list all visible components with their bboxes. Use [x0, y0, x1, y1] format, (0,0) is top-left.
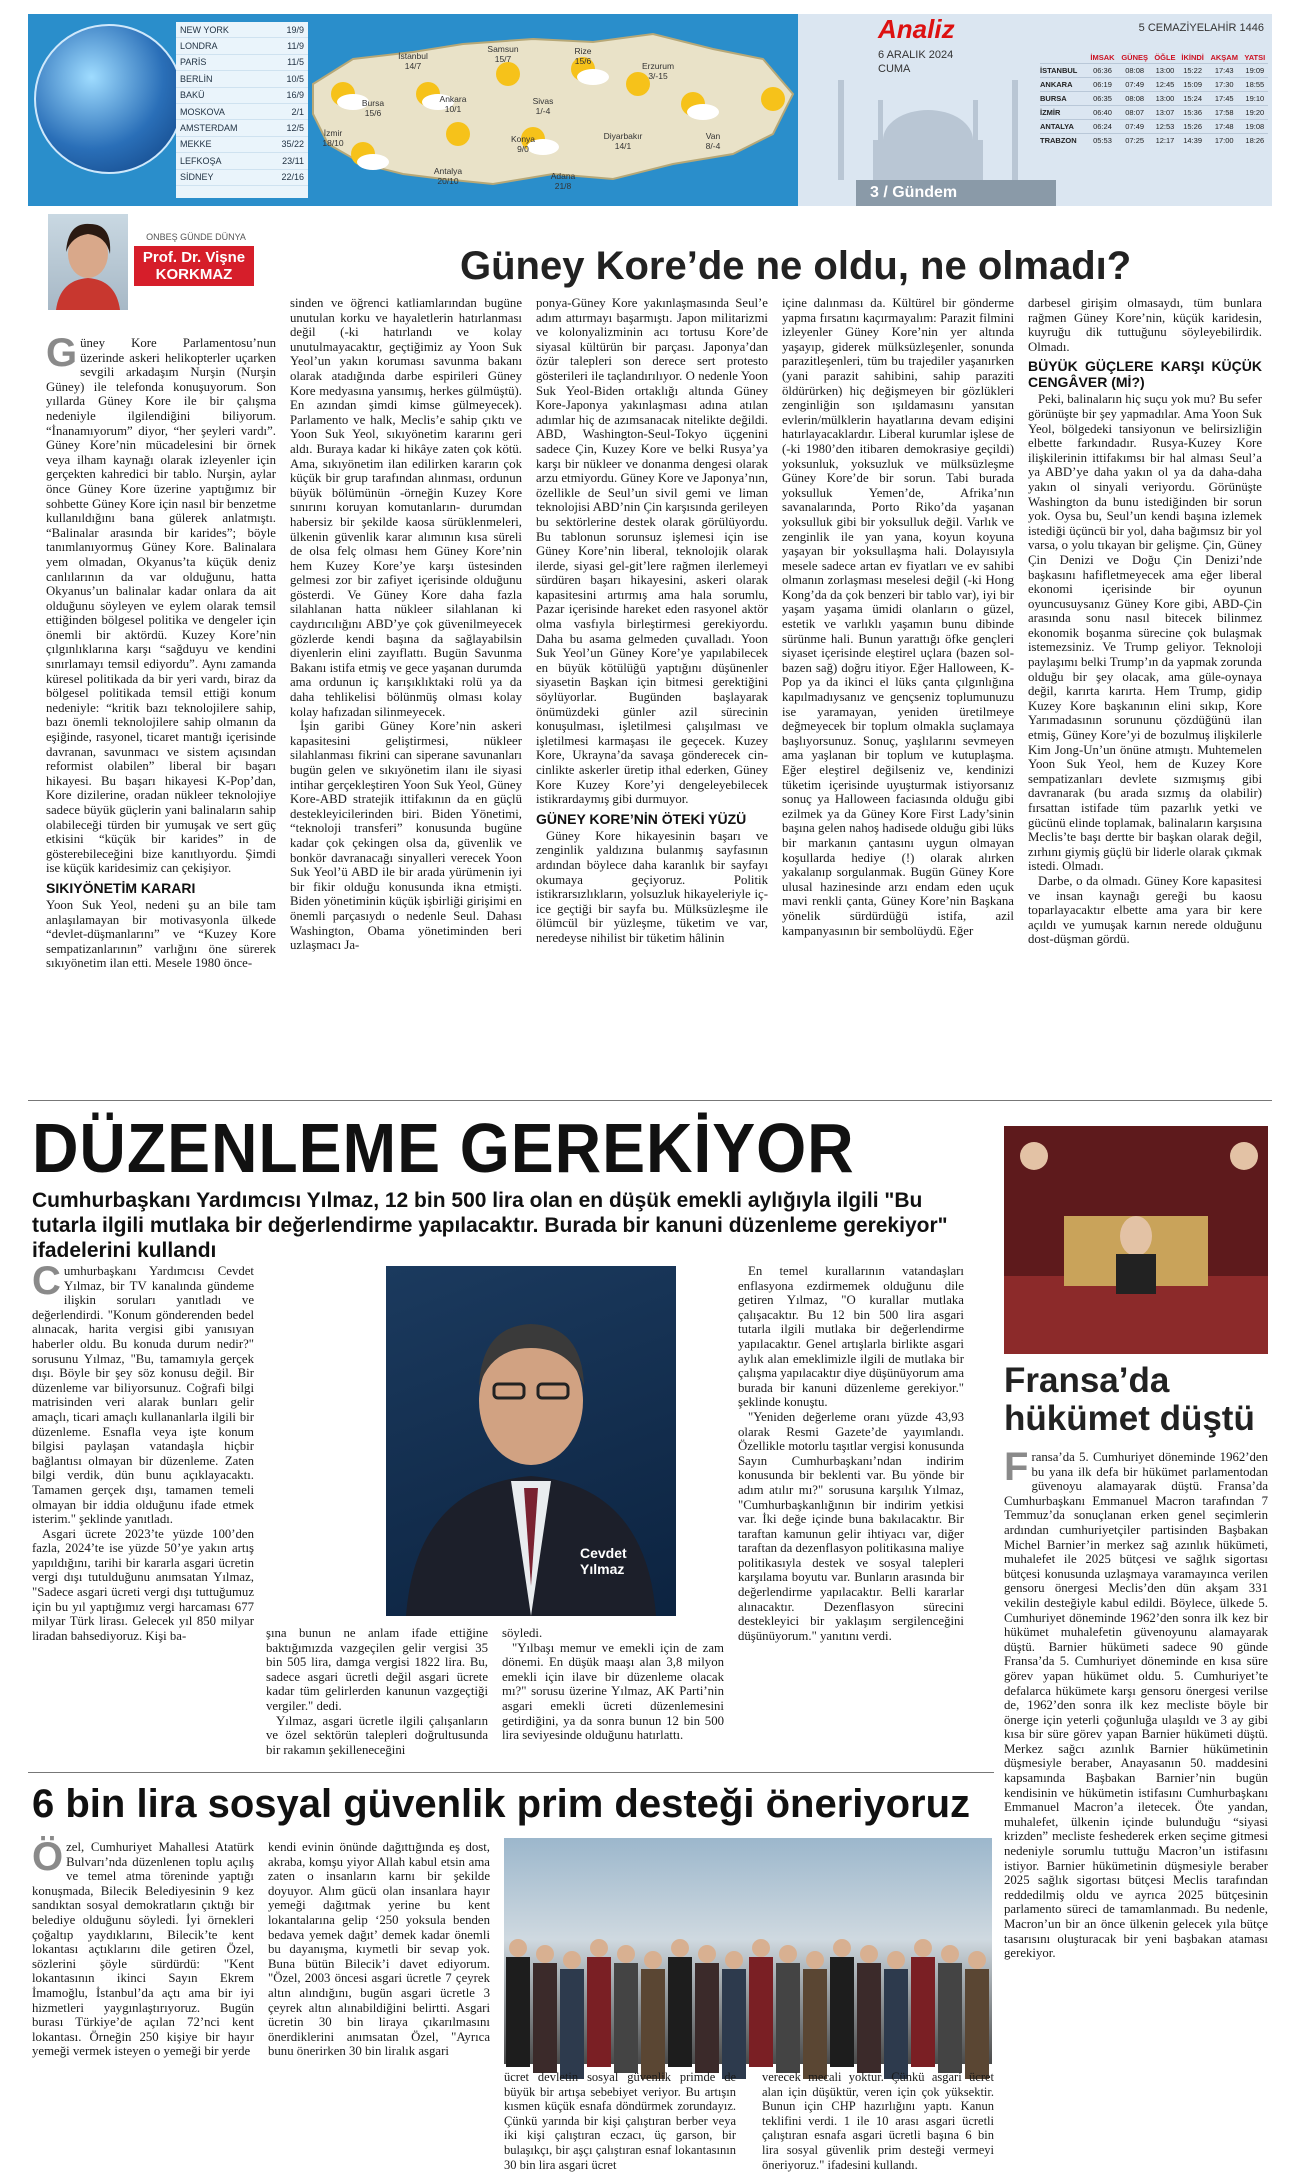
column-kicker: ONBEŞ GÜNDE DÜNYA	[146, 232, 246, 242]
author-photo	[48, 214, 128, 310]
column-text-2	[290, 296, 522, 1096]
caption-text: Cevdet Yılmaz	[580, 1545, 627, 1577]
paragraph: Asgari ücrete 2023’te yüzde 100’den fazla, 2024’te ise yüzde 50’ye yakın artış yapıldığını, tarihi bir kararla asgari ücretin vergi dışı tutulduğunu anımsatan Yılmaz, "Sadece asgari ücreti vergi dışı tuttuğumuz için bu yıl yaptığımız vergi harcaması 677 milyar Türk lirası. Gelecek yıl 850 milyar liradan bahsediyoruz. Kişi ba-	[32, 1526, 254, 1643]
social-text-2	[268, 1840, 490, 2100]
person-head	[779, 1945, 797, 1963]
person-body	[938, 1963, 962, 2073]
person-head	[914, 1939, 932, 1957]
cloud-icon	[357, 154, 389, 170]
column-text-5	[1028, 296, 1262, 1096]
prayer-row: ANKARA 06:19 07:49 12:45 15:09 17:30 18:55	[1040, 78, 1268, 92]
person-head	[968, 1951, 986, 1969]
city-weather-row: BERLİN 10/5	[176, 71, 308, 87]
person-body	[533, 1963, 557, 2073]
city-weather-row: NEW YORK 19/9	[176, 22, 308, 38]
person-head	[671, 1939, 689, 1957]
city-temp-label: Sivas 1/-4	[532, 96, 554, 116]
city-temp-label: Rize 15/6	[574, 46, 592, 66]
paragraph: zel, Cumhuriyet Mahallesi Atatürk Bulvarı’nda düzenlenen toplu açılış ve temel atma töreninde yaptığı konuşmada, Bilecik Belediyesinin 9 kez sandıktan sosyal demokratların çıktığı bir belediye olduğunu söyledi. İyi örnekleri çoğaltıp yaydıklarını, Bilecik’te kent lokantası açtıklarını dile getiren Özel, sözlerini şöyle sürdürdü: "Kent lokantasının ikinci Sayın Ekrem İmamoğlu, İstanbul’da açtı ama bir iyi hizmetleri yaygınlaştırıyoruz. Bugün burası Türkiye’de açılan 72’nci kent lokantası. Örneğin 250 kişiye bir hayır yemeği vermek isteyen o yemeği bir yerde	[32, 1840, 254, 2059]
prayer-header: İKİNDİ	[1181, 53, 1204, 62]
issue-date	[878, 48, 953, 76]
hijri-date: 5 CEMAZİYELAHİR 1446	[1138, 22, 1264, 34]
person-body	[830, 1957, 854, 2067]
city-temp-label: Adana 21/8	[550, 171, 576, 191]
city-temp-label: Ankara 10/1	[439, 94, 467, 114]
paragraph: "Yeniden değerleme oranı yüzde 43,93 olarak Resmi Gazete’de yayımlandı. Özellikle motorlu taşıtlar vergisi konusunda Sayın Cumhurbaşkanı’ndan indirim konusunda bir beklenti var. Bu yönde bir adım atılır mı?" sorusuna karşılık Yılmaz, "Cumhurbaşkanlığının bir indirim yetkisi var. İki değe içinde buna bakılacaktır. Bir taraftan kamunun gelir ihtiyacı var, diğer taraftan da dezenflasyon politikasına maliye politikasıyla destek ve sosyal talepleri karşılama boyutu var. Bunların arasında bir değerlendirme yapılacaktır. Belli kararlar alınacaktır. Dezenflasyon sürecini destekleyici bir yaklaşım sergilenceğini düşünüyorum." yanıtını verdi.	[738, 1409, 964, 1643]
cloud-icon	[687, 104, 719, 120]
city-weather-row: LEFKOŞA 23/11	[176, 153, 308, 169]
person-body	[668, 1957, 692, 2067]
city-temp-label: İzmir 18/10	[322, 128, 344, 148]
section-divider	[28, 1100, 1272, 1101]
paragraph: sinden ve öğrenci katliamlarından bugüne unutulan korku ve hayaletlerin hatırlanması değil (-ki hatırlandı ve kolay unutulmayacaktır, geçtiğimiz ay Yoon Suk Yeol’un yakın koruması savunma bakanı olarak atadığında darbe espirileri Güney Kore medyasına yansımış, herkes gülmüştü). En azından şimdi kimse gülmeyecek). Parlamento ve halk, Meclis’e sahip çıktı ve Yoon Suk Yeol, sıkıyönetim kararını geri aldı. Buraya kadar ki hikâye zaten çok kötü. Ama, sıkıyönetim ilan edilirken kararın çok küçük bir grup tarafından alınması, ordunun büyük bölümünün -örneğin Kuzey Kore sınırını koruyan komutanların- durumdan habersiz bir şekilde kaosa sürüklenmeleri, ülkenin güvenlik karar alımının kısa süreli de olsa felç olması hem Güney Kore’nin hem Kuzey Kore’ye karşı üstesinden gelmesi zor bir zafiyet içerisinde olduğunu gösterdi. Ve Güney Kore daha fazla silahlanan hatta nükleer silahlanan ki caydırıcılığını ABD’ye çok güvenilmeyecek gözlerde kendi başına da sağlayabilsin diyenlerin elini zayıflattı. Bugün Savunma Bakanı istifa etmiş ve gece yaşanan durumda ama ordunun iç karışıklıktaki rolü ya da daha tehlikelisi bölünmüş olması kolay kolay hafızadan silinmeyecek.	[290, 296, 522, 719]
prayer-header: GÜNEŞ	[1121, 53, 1148, 62]
drop-cap: C	[32, 1259, 61, 1303]
city-weather-row: AMSTERDAM 12/5	[176, 120, 308, 136]
subheading: BÜYÜK GÜÇLERE KARŞI KÜÇÜK CENGÂVER (Mİ?)	[1028, 358, 1262, 391]
lead-headline: DÜZENLEME GEREKİYOR	[32, 1109, 855, 1187]
social-text-4	[762, 2070, 994, 2172]
person-body	[911, 1957, 935, 2067]
person-head	[536, 1945, 554, 1963]
person-body	[965, 1969, 989, 2079]
paragraph: ransa’da 5. Cumhuriyet döneminde 1962’den bu yana ilk defa bir hükümet parlamentodan güvenoyu alamayarak düştü. Fransa’da Cumhurbaşkanı Emmanuel Macron tarafından 7 Temmuz’da sonuçlanan erken genel seçimlerin ardından cumhuriyetçiler partisinden Başbakan Michel Barnier’in merkez sağ azınlık hükümeti, muhalefet ile 2025 bütçesi ve sağlık sigortası bütçesi konusunda uzlaşmaya varamayınca verilen gensoru önergesi Meclis’den dün akşam 331 vekilin desteğiyle kabul edildi. Böylece, ülkede 5. Cumhuriyet döneminde 1962’den sonra ilk kez bir hükümet muhalefetin güvenoyunu alamayarak düştü. Barnier hükümeti sadece 90 günde Fransa’da 5. Cumhuriyet döneminde en kısa süre görev yapan hükümet oldu. 5. Cumhuriyet’te defalarca hükümete karşı gensoru önergesi verilse de, 1962’den sonra ilk kez mecliste böyle bir önerge için yeterli çoğunluğa ulaşıldı ve 3 ay gibi kısa bir süre görev yapan Barnier hükümeti düştü. Merkez sağcı azınlık Barnier hükümetinin düşmesiyle beraber, Anayasanın 50. maddesini kapsamında Başbakan Barnier’nin bugün kendisinin ve hükümetin istifasını Cumhurbaşkanı Emmanuel Macron’a iletecek. Öte yandan, muhalefet, ülkenin içinde bulunduğu “siyasi krizden” mecliste feshederek erken seçime gitmesi nedeniyle sorumlu tuttuğu Macron’un istifasını istiyor. Barnier hükümetinin düşmesiyle beraber 2025 sağlık sigortası bütçesi Meclis tarafından reddedilmiş oldu ve ayrıca 2025 bütçesinin parlamento süreci de tamamlanmadı. Bu nedenle, Macron’un bir an önce ülkenin gelecek yıla bütçe tasarısını oluşturacak bir yeni başbakan ataması gerekiyor.	[1004, 1450, 1268, 1961]
paragraph: Darbe, o da olmadı. Güney Kore kapasitesi ve insan kaynağı gereği bu kaosu toparlayacaktır elbette ama yara bir kere açıldı ve yumuşak karnın nerede olduğunu dost-düşman gördü.	[1028, 873, 1262, 947]
person-head	[509, 1939, 527, 1957]
paragraph: ücret devletin sosyal güvenlik primde de büyük bir artışa sebebiyet veriyor. Bu artışın kısmen küçük esnafa döndürmek zorundayız. Çünkü yarında bir kişi çalıştıran berber veya iki kişi çalıştıran eczacı, üç garson, bir bulaşıkçı, bir aşçı çalıştıran esnaf lokantasının 30 bin lira asgari ücret	[504, 2070, 736, 2172]
city-temp-label: Diyarbakır 14/1	[603, 131, 643, 151]
cloud-icon	[577, 69, 609, 85]
turkey-weather-map	[293, 14, 803, 204]
lead-text-3	[502, 1626, 724, 1766]
person-head	[833, 1939, 851, 1957]
person-body	[803, 1969, 827, 2079]
drop-cap: Ö	[32, 1835, 64, 1879]
lead-text-4	[738, 1264, 964, 1764]
globe-graphic	[34, 24, 184, 174]
paragraph: darbesel girişim olmasaydı, tüm bunlara rağmen Güney Kore’nin, küçük karidesin, kuyruğu dik tuttuğunu söyleyebilirdik. Olmadı.	[1028, 296, 1262, 354]
person-head	[698, 1945, 716, 1963]
prayer-row: TRABZON 05:53 07:25 12:17 14:39 17:00 18:26	[1040, 134, 1268, 148]
person-body	[884, 1969, 908, 2079]
photo-caption	[580, 1545, 627, 1577]
paragraph: İşin garibi Güney Kore’nin askeri kapasitesini geliştirmesi, nükleer silahlanması fikrini can siperane savunanları bugün gelen ve sıkıyönetim ilanı ile siyasi intihar gerçekleştiren Yoon Suk Yeol, Güney Kore-ABD stratejik ittifakının da en güçlü destekleyicilerinden biri. Biden Yönetimi, “teknoloji transferi” konusunda bugüne kadar çok çekingen olsa da, güvenlik ve bonkör davranacağı sinyalleri verecek Yoon Suk Yeol’ü ABD ile bir arada yürümenin iyi bir fikir olduğu konusunda ikna etmişti. Biden yönetiminin küçük işbirliği girişimi en önemli parçasıydı o nedenle Seul. Dahası Washington, Obama yönetiminden beri uzlaşmacı Ja-	[290, 719, 522, 953]
person-head	[590, 1939, 608, 1957]
france-headline: Fransa’da hükümet düştü	[1004, 1361, 1255, 1438]
city-temp-label: Antalya 20/10	[433, 166, 463, 186]
person-head	[887, 1951, 905, 1969]
paragraph: umhurbaşkanı Yardımcısı Cevdet Yılmaz, bir TV kanalında gündeme ilişkin soruları yanıtladı ve değerlendirdi. "Konum gönderenden bedel alınacak, harita vergisi gibi yanısıyan haberler oldu. Bu konuda durum nedir?" sorusunu Yılmaz, "Bu, tamamıyla gerçek dışı. Böyle bir şey söz konusu değil. Bir düzenleme var biliyorsunuz. Coğrafi bilgi matrisinden veri alarak bunları gelir amaçlı, ticari amaçlı kullananlarla ilgili bir düzenleme. Esnafla veya işte konum bilgisi paylaşan vatandaşla hiçbir bağlantısı olmayan bir düzenleme. Zaten bilgi verdik, dün bunu açıklayacaktı. Tamamen gerçek dışı, tamamen temeli olmayan bir iddia olduğunu ifade etmek isterim." şeklinde yanıtladı.	[32, 1264, 254, 1527]
date-prayer-panel	[798, 14, 1272, 206]
person-body	[857, 1963, 881, 2073]
sun-icon	[626, 72, 650, 96]
person-body	[776, 1963, 800, 2073]
drop-cap: F	[1004, 1445, 1029, 1489]
lead-deck: Cumhurbaşkanı Yardımcısı Yılmaz, 12 bin 500 lira olan en düşük emekli aylığıyla ilgili "Bu tutarla ilgili mutlaka bir değerlendirme yapılacaktır. Burada bir kanuni düzenleme gerekiyor" ifadelerini kullandı	[32, 1189, 948, 1262]
prayer-row: İSTANBUL 06:36 08:08 13:00 15:22 17:43 19:09	[1040, 64, 1268, 78]
paragraph: "Yılbaşı memur ve emekli için de zam dönemi. En düşük maaşı alan 3,8 milyon emekli için ilave bir düzenleme olacak mı?" sorusu üzerine Yılmaz, AK Parti’nin asgari emekli ücreti düzenlemesini getirdiğini, ya da sonra bunun 12 bin 500 lira seviyesinde olduğunu hatırlattı.	[502, 1640, 724, 1743]
paragraph: üney Kore Parlamentosu’nun üzerinde askeri helikopterler uçarken sevgili arkadaşım Nurşin (Nurşin Güney) ile telefonda konuşuyorum. Son yıllarda Güney Kore ile bir çalışma nedeniyle ilgilendiğini biliyorum. “İnanamıyorum” diyor, “her şeyleri vardı”. Güney Kore’nin mücadelesini bir örnek veya ilham kaynağı olarak izleyenler için gerçekten kahredici bir tablo. Nurşin, aylar önce Güney Kore üzerine yaptığımız bir sohbette Güney Kore için nasıl bir benzetme kullanıldığını bana gülerek anlatmıştı. “Balinalar arasında bir karides”; böyle tanımlanıyormuş Güney Kore. Balinalara yem olmadan, Okyanus’ta küçük deniz canlılarının da var olduğunu, hatta Okyanus’un balinalar kadar onlara da ait olduğunu söyleyen ve eylem olarak temsil ettiğinden bölgesel politika ve dengeler için önemli bir aktördü. Kuzey Kore’nin çılgınlıklarına karşı “sağduyu ve kendini sınırlamayı temsil ediyordu”. Aynı zamanda küresel politikada da bir yeri vardı, biraz da bölgesel politikada temsil ettiği konum nedeniyle: “kritik bazı teknolojilere sahip, bazı önemli teknolojilere sahip olmanın da eşiğinde, rasyonel, ticaret mantığı içerisinde davranan, savunmacı ve sistem açısından reformist olabilen” liberal bir başarı hikayesi. Bu başarı hikayesi K-Pop’dan, Kore dizilerine, oradan nükleer teknolojiye sadece büyük güçlerin yani balinaların sahip olabileceği türden bir yumuşak ve sert güç etkisini “küçük bir karides” in de gösterebileceğini bize kanıtlıyordu. Şimdi ise küçük karidesimiz can çekişiyor.	[46, 336, 276, 876]
prayer-row: BURSA 06:35 08:08 13:00 15:24 17:45 19:10	[1040, 92, 1268, 106]
prayer-header: AKŞAM	[1210, 53, 1238, 62]
mosque-silhouette	[818, 60, 1038, 180]
person-head	[806, 1951, 824, 1969]
city-temp-label: Konya 9/0	[510, 134, 536, 154]
paragraph: verecek mecali yoktur. Çünkü asgari ücret alan için düşüktür, veren için çok yüksektir. Bunun için CHP hazırlığını yaptı. Kanun teklifini verdi. 1 ile 10 arası asgari ücretli çalıştıran esnafa asgari ücretli başına 6 bin lira sosyal güvenlik prim desteği vermeyi öneriyoruz." ifadesini kullandı.	[762, 2070, 994, 2172]
paragraph: Peki, balinaların hiç suçu yok mu? Bu sefer görünüşte bir şey yapmadılar. Ama Yoon Suk Yeol, bölgedeki tansiyonun ve belirsizliğin elbette farkındadır. Rusya-Kuzey Kore ilişkilerinin ittifakımsı bir hal alması Seul’a ya ABD’ye daha yakın ol ya da daha-daha yakın ol sinyali veriyordu. Görünüşte Washington da bunu istediğinden bir sorun yok. Oysa bu, Seul’un kendi başına izlemek istediği üçüncü bir yol, daha bağımsız bir yol varsa, o yolu tıkayan bir gelişme. Çin, Güney Çin Denizi ve Doğu Çin Denizi’nde başkasını hafifletmeyecek ama eğer liberal ekonomi içerisinde bir oyunun oyuncusuysanız Güney Kore gibi, ABD-Çin arasında sonu nasıl bitecek bilinmez ekonomik boşanma sürecine çok bulaşmak istemezsiniz. Ve Trump geliyor. Teknoloji paylaşımı belki Trump’ın da yapmak zorunda olduğu bir şey olacak, ama güle-oynaya değil, karırta karırta. Hem Trump, gidip Kuzey Kore başkanının elini sıkıp, Kore Yarımadasının sorununu çözdüğünü ilan etmiş, Güney Kore’yi de bozulmuş ilişkilerle Kim Jong-Un’un önüne atmıştı. Muhtemelen Yoon Suk Yeol, hem de Kuzey Kore sempatizanları devlete sızmışmış gibi davranarak (bu arada sızmış da olabilir) fırsattan istifade tüm pazarlık yetki ve gücünü elinde toplamak, balinaların karşısına Meclis’te başı dertte bir başkan olarak değil, zırhını giymiş güçlü bir liderle olarak çıkmak istedi. Olmadı.	[1028, 392, 1262, 874]
prayer-row: ANTALYA 06:24 07:49 12:53 15:26 17:48 19:08	[1040, 120, 1268, 134]
city-weather-row: SİDNEY 22/16	[176, 170, 308, 186]
prayer-row: İZMİR 06:40 08:07 13:07 15:36 17:58 19:20	[1040, 106, 1268, 120]
subheading: GÜNEY KORE’NİN ÖTEKİ YÜZÜ	[536, 810, 747, 827]
column-text-3	[536, 296, 768, 1096]
group-photo	[504, 1838, 992, 2064]
prayer-times-table	[1040, 52, 1268, 147]
world-weather-list	[176, 22, 308, 198]
date-line: 6 ARALIK 2024	[878, 49, 954, 61]
lead-text-1	[32, 1259, 254, 1764]
sun-icon	[446, 122, 470, 146]
column-text-1	[46, 331, 276, 1096]
paragraph: Yılmaz, asgari ücretle ilgili çalışanların ve özel sektörün talepleri doğrultusunda bir rakamın şekilleneceğini	[266, 1713, 488, 1757]
french-parliament-photo	[1004, 1126, 1268, 1354]
paragraph: şına bunun ne anlam ifade ettiğine baktığımızda vazgeçilen gelir vergisi 35 bin 505 lira, damga vergisi 1822 lira. Bu, sadece asgari ücretli değil asgari ücrete kadar tüm gelirlerden kanunun vazgeçtiği vergiler." dedi.	[266, 1626, 488, 1713]
person-body	[587, 1957, 611, 2067]
paragraph: ponya-Güney Kore yakınlaşmasında Seul’e adım attırmayı başarmıştı. Japon militarizmi ve kolonyalizminin acı tortusu Kore’de siyasal kültürün bir parçası. Japonya’dan özür talepleri son derece sert protesto gösterileri ile taçlandırılıyor. O nedenle Yoon Suk Yeol-Biden ortaklığı altında Güney Kore-Japonya yakınlaşması adına atılan adımlar hiç de azımsanacak nitelikte değildi. ABD, Washington-Seul-Tokyo üçgenini sadece Çin, Kuzey Kore ve belki Rusya’ya karşı bir nükleer ve donanma dengesi olarak arzu etmiyordu. Güney Kore ve Japonya’nın, özellikle de Seul’un sivil gemi ve liman teknolojisi ABD’nin Çin karşısında gerileyen bu sektörlerine destek olarak görülüyordu. Bu tablonun sorunsuz işlemesi için ise Güney Kore’nin liberal, teknolojik olarak ilerde, siyasi gel-git’lere rağmen ilerlemeyi sürdüren başarı hikayesini, askeri olarak kapasitesini artırmış ama hala sorumlu, Pazar içerisinde hareket eden rasyonel aktör olma vasfıyla birleştirmesi gerekiyordu. Daha bu asama gelmeden çuvalladı. Yoon Suk Yeol’un Güney Kore’ye yapılabilecek en büyük kötülüğü yaptığını düşünenler siyasetin Başkan için bitmesi gerektiğini söylüyorlar. Bugünden başlayarak önümüzdeki günler azil sürecinin konuşulması, işletilmesi çalışılması ve işletilmesi karmaşası ile geçecek. Kuzey Kore, Ukrayna’da savaşa gönderecek cin-cinlikte askerler üretip ithal ederken, Güney Kore Kuzey Kore’yi dengeleyebilecek istikrardaymış gibi durmuyor.	[536, 296, 768, 807]
paragraph: içine dalınması da. Kültürel bir gönderme yapma fırsatını kaçırmayalım: Parazit filmini izleyenler Güney Kore’nin yer altında yaşayıp, giderek mülksüzleşenler, sonunda parazitleşenleri, tüm bu trajediler yaşanırken (yani parazit sahibini, sahip paraziti öldürürken) hiç değişmeyen bir gözlükleri zenginliğin son ışıldamasını yansıtan evlerin/mülklerin hayatlarına devam edişini hatırlayacaklardır. Liberal kurumlar işlese de (-ki 1980’den itibaren demokrasiye geçildi) yoksunluk, yoksuzluk ve mülksüzleşme Güney Kore’de bir sorun. Tabi burada yoksulluk Yemen’de, Afrika’nın savanalarında, Porto Riko’da yaşanan yoksulluk gibi bir yoksulluk değil. Varlık ve zenginlik ile yan yana, koyun koyuna yaşayan bir yoksullaşma hali. Dolayısıyla mesele sadece artan ev fiyatları ve ev sahibi olmanın zorlaşması meselesi değil (-ki Hong Kong’da da çok benzeri bir tablo var), iyi bir yaşam yaşama ümidi olanların o güzel, estetik ve varlıklı yaşamın bunu dibinde sürünme hali. Bunun yarattığı öfke gençleri siyaset içerisinde eleştirel uçlara (bazen sol- bazen sağ) doğru itiyor. Eğer Halloween, K-Pop ya da ikinci el lüks çanta çılgınlığına kapılmadıysanız ve gençseniz toplumunuzu ise yaramayan, yeniden üretilmeye değmeyecek bir toplum olmakla suçlamaya başlıyorsunuz. Sonuç, yaşlılarını sevmeyen ama yaşlanan bir toplum ve kutuplaşma. Eğer eleştirel değilseniz ve, kendinizi tüketim içerisinde uyuşturmak istiyorsanız sonuç ya Halloween faciasında olduğu gibi ezilmek ya da Güney Kore First Lady’sinin başına gelen nahoş hadisede olduğu gibi lüks bir markanın çantasını uygun olmayan koşullarda hediye (!) olarak alırken yakalanıp sorgulanmak. Bugün Güney Kore ulusal hazinesinde arzı endam eden uçuk mavi renkli çanta, Güney Kore’nin Başkana yönelik sürdürdüğü istifa, azil kampanyasının bir sembolüydü. Eğer	[782, 296, 1014, 938]
lead-text-2	[266, 1626, 488, 1766]
city-weather-row: MEKKE 35/22	[176, 137, 308, 153]
subheading: SIKIYÖNETİM KARARI	[46, 879, 196, 896]
paragraph: Güney Kore hikayesinin başarı ve zenginlik yaldızına bulanmış sayfasının ardından böylece daha karanlık bir sayfayı okumaya geçiyoruz. Politik istikrarsızlıkların, yolsuzluk hikayeleriyle iç-ice geçtiği bir sayfa bu. Mülksüzleşme ile ölümcül bir yüzleşme, tüketim ve var, neredeyse nihilist bir tüketim hâlinin	[536, 828, 768, 945]
person-head	[725, 1951, 743, 1969]
person-head	[752, 1939, 770, 1957]
prayer-header: İMSAK	[1090, 53, 1115, 62]
person-body	[641, 1969, 665, 2079]
person-head	[563, 1951, 581, 1969]
paragraph: En temel kurallarının vatandaşları enflasyona ezdirmemek olduğunu dile getiren Yılmaz, "O kurallar mutlaka çalışacaktır. Bu 12 bin 500 lira asgari tutarla ilgili mutlaka bir değerlendirme yapılacaktır. Genel artışlarla birlikte asgari aylık alan emeklimizle ilgili de mutlaka bir çalışma yapılacaktır diye düşünüyorum ama burada bir kanuni düzenleme gerekiyor." şeklinde konuştu.	[738, 1264, 965, 1410]
city-temp-label: Erzurum 3/-15	[641, 61, 675, 81]
city-temp-label: Van 8/-4	[705, 131, 721, 151]
weekday: CUMA	[878, 63, 911, 75]
cevdet-yilmaz-photo	[386, 1266, 676, 1616]
person-head	[617, 1945, 635, 1963]
column-headline: Güney Kore’de ne oldu, ne olmadı?	[460, 244, 1132, 288]
sun-icon	[496, 62, 520, 86]
social-text-1	[32, 1835, 254, 2100]
person-body	[614, 1963, 638, 2073]
city-weather-row: MOSKOVA 2/1	[176, 104, 308, 120]
person-body	[749, 1957, 773, 2067]
city-weather-row: LONDRA 11/9	[176, 38, 308, 54]
weather-header	[28, 14, 1272, 206]
author-name: Prof. Dr. Vişne KORKMAZ	[134, 246, 254, 286]
city-temp-label: Samsun 15/7	[487, 44, 519, 64]
sun-icon	[761, 87, 785, 111]
city-weather-row: BAKÜ 16/9	[176, 88, 308, 104]
paragraph: kendi evinin önünde dağıttığında eş dost, akraba, komşu yiyor Allah kabul etsin ama zaten o insanların karnı bir şekilde doyuyor. Alım gücü olan insanlara hayır yemeği dağıtmak yerine bu kent lokantalarına gelip ‘250 yoksula benden bedava yemek dağıt’ demek kadar önemli bu dayanışma, kıymetli bir sevap yok. Buna bütün Bilecik’i davet ediyorum. "Özel, 2003 öncesi asgari ücretle 7 çeyrek altın alındığını, bugün asgari ücretle 3 çeyrek altın alınabildiğini belirtti. Asgari ücretin 30 bin liraya çıkarılmasını önerdiklerini anımsatan Özel, "Ayrıca bunu önerirken 30 bin liralık asgari	[268, 1840, 490, 2059]
drop-cap: G	[46, 331, 78, 375]
column-text-4	[782, 296, 1014, 1096]
city-weather-row: PARİS 11/5	[176, 55, 308, 71]
social-headline: 6 bin lira sosyal güvenlik prim desteği öneriyoruz	[32, 1782, 971, 1826]
social-text-3	[504, 2070, 736, 2172]
section-divider	[28, 1772, 994, 1773]
city-temp-label: İstanbul 14/7	[398, 51, 428, 71]
person-body	[506, 1957, 530, 2067]
newspaper-logo: Analiz	[878, 14, 955, 44]
person-body	[722, 1969, 746, 2079]
city-temp-label: Bursa 15/6	[361, 98, 385, 118]
prayer-header: YATSI	[1244, 53, 1266, 62]
page-section-label: 3 / Gündem	[856, 180, 1056, 206]
person-head	[860, 1945, 878, 1963]
person-body	[695, 1963, 719, 2073]
prayer-header	[1040, 52, 1087, 64]
france-text	[1004, 1445, 1268, 2096]
person-body	[560, 1969, 584, 2079]
prayer-header: ÖĞLE	[1154, 53, 1176, 62]
person-head	[644, 1951, 662, 1969]
paragraph: Yoon Suk Yeol, nedeni şu an bile tam anlaşılamayan bir motivasyonla ülkede “devlet-düşmanlarını” ve “Kuzey Kore sempatizanlarının” varlığını öne sürerek sıkıyönetim ilan etti. Mesele 1980 önce-	[46, 897, 276, 971]
paragraph: söyledi.	[502, 1626, 543, 1640]
person-head	[941, 1945, 959, 1963]
